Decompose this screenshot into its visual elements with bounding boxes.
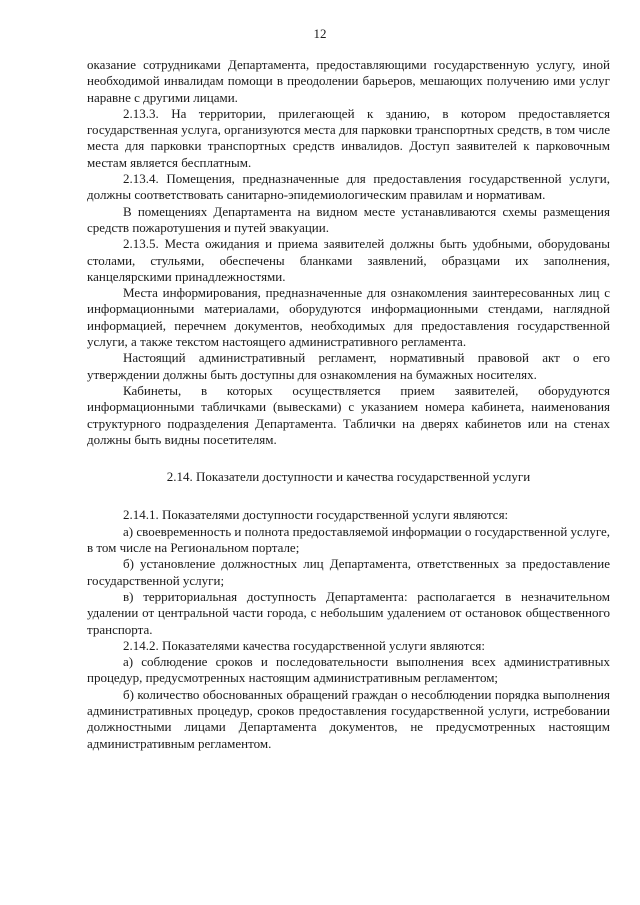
list-item-a-quality: а) соблюдение сроков и последовательности выполнения всех административных процедур, предусмотренных настоящим административным регламентом;	[87, 654, 610, 686]
paragraph-info-places: Места информирования, предназначенные для ознакомления заинтересованных лиц с информационными материалами, оборудуются информационными стендами, наглядной информацией, перечнем документов, необходимых для предоставления государственной услуги, а также текстом настоящего административного регламента.	[87, 285, 610, 350]
section-heading-2-14: 2.14. Показатели доступности и качества государственной услуги	[166, 469, 531, 485]
paragraph-2-13-5: 2.13.5. Места ожидания и приема заявителей должны быть удобными, оборудованы столами, стульями, обеспечены бланками заявлений, образцами их заполнения, канцелярскими принадлежностями.	[87, 236, 610, 284]
paragraph-fire-schemes: В помещениях Департамента на видном месте устанавливаются схемы размещения средств пожаротушения и путей эвакуации.	[87, 203, 610, 235]
paragraph-regulation-access: Настоящий административный регламент, нормативный правовой акт о его утверждении должны быть доступны для ознакомления на бумажных носителях.	[87, 350, 610, 382]
paragraph-cabinets: Кабинеты, в которых осуществляется прием заявителей, оборудуются информационными табличками (вывесками) с указанием номера кабинета, наименования структурного подразделения Департамента. Таблички на дверях кабинетов или на стенах должны быть видны посетителям.	[87, 382, 610, 447]
list-item-b-accessibility: б) установление должностных лиц Департамента, ответственных за предоставление государственной услуги;	[87, 556, 610, 588]
list-item-b-quality: б) количество обоснованных обращений граждан о несоблюдении порядка выполнения административных процедур, сроков предоставления государственной услуги, истребовании должностными лицами Департамента документов, не предусмотренных настоящим административным регламентом.	[87, 686, 610, 751]
paragraph-2-13-3: 2.13.3. На территории, прилегающей к зданию, в котором предоставляется государственная услуга, организуются места для парковки транспортных средств, в том числе места для парковки транспортных средств инвалидов. Доступ заявителей к парковочным местам является бесплатным.	[87, 105, 610, 170]
paragraph-2-14-2: 2.14.2. Показателями качества государственной услуги являются:	[123, 637, 485, 653]
list-item-a-accessibility: а) своевременность и полнота предоставляемой информации о государственной услуге, в том числе на Региональном портале;	[87, 523, 610, 556]
paragraph-2-14-1: 2.14.1. Показателями доступности государственной услуги являются:	[123, 507, 509, 523]
paragraph-continuation: оказание сотрудниками Департамента, предоставляющими государственную услугу, иной необходимой инвалидам помощи в преодолении барьеров, мешающих получению ими услуг наравне с другими лицами.	[87, 57, 610, 105]
list-item-v-accessibility: в) территориальная доступность Департамента: располагается в незначительном удалении от центральной части города, с небольшим удалением от остановок общественного транспорта.	[87, 588, 610, 637]
paragraph-2-13-4: 2.13.4. Помещения, предназначенные для предоставления государственной услуги, должны соответствовать санитарно-эпидемиологическим правилам и нормативам.	[87, 171, 610, 203]
page-number: 12	[313, 26, 327, 41]
document-body	[87, 57, 610, 752]
